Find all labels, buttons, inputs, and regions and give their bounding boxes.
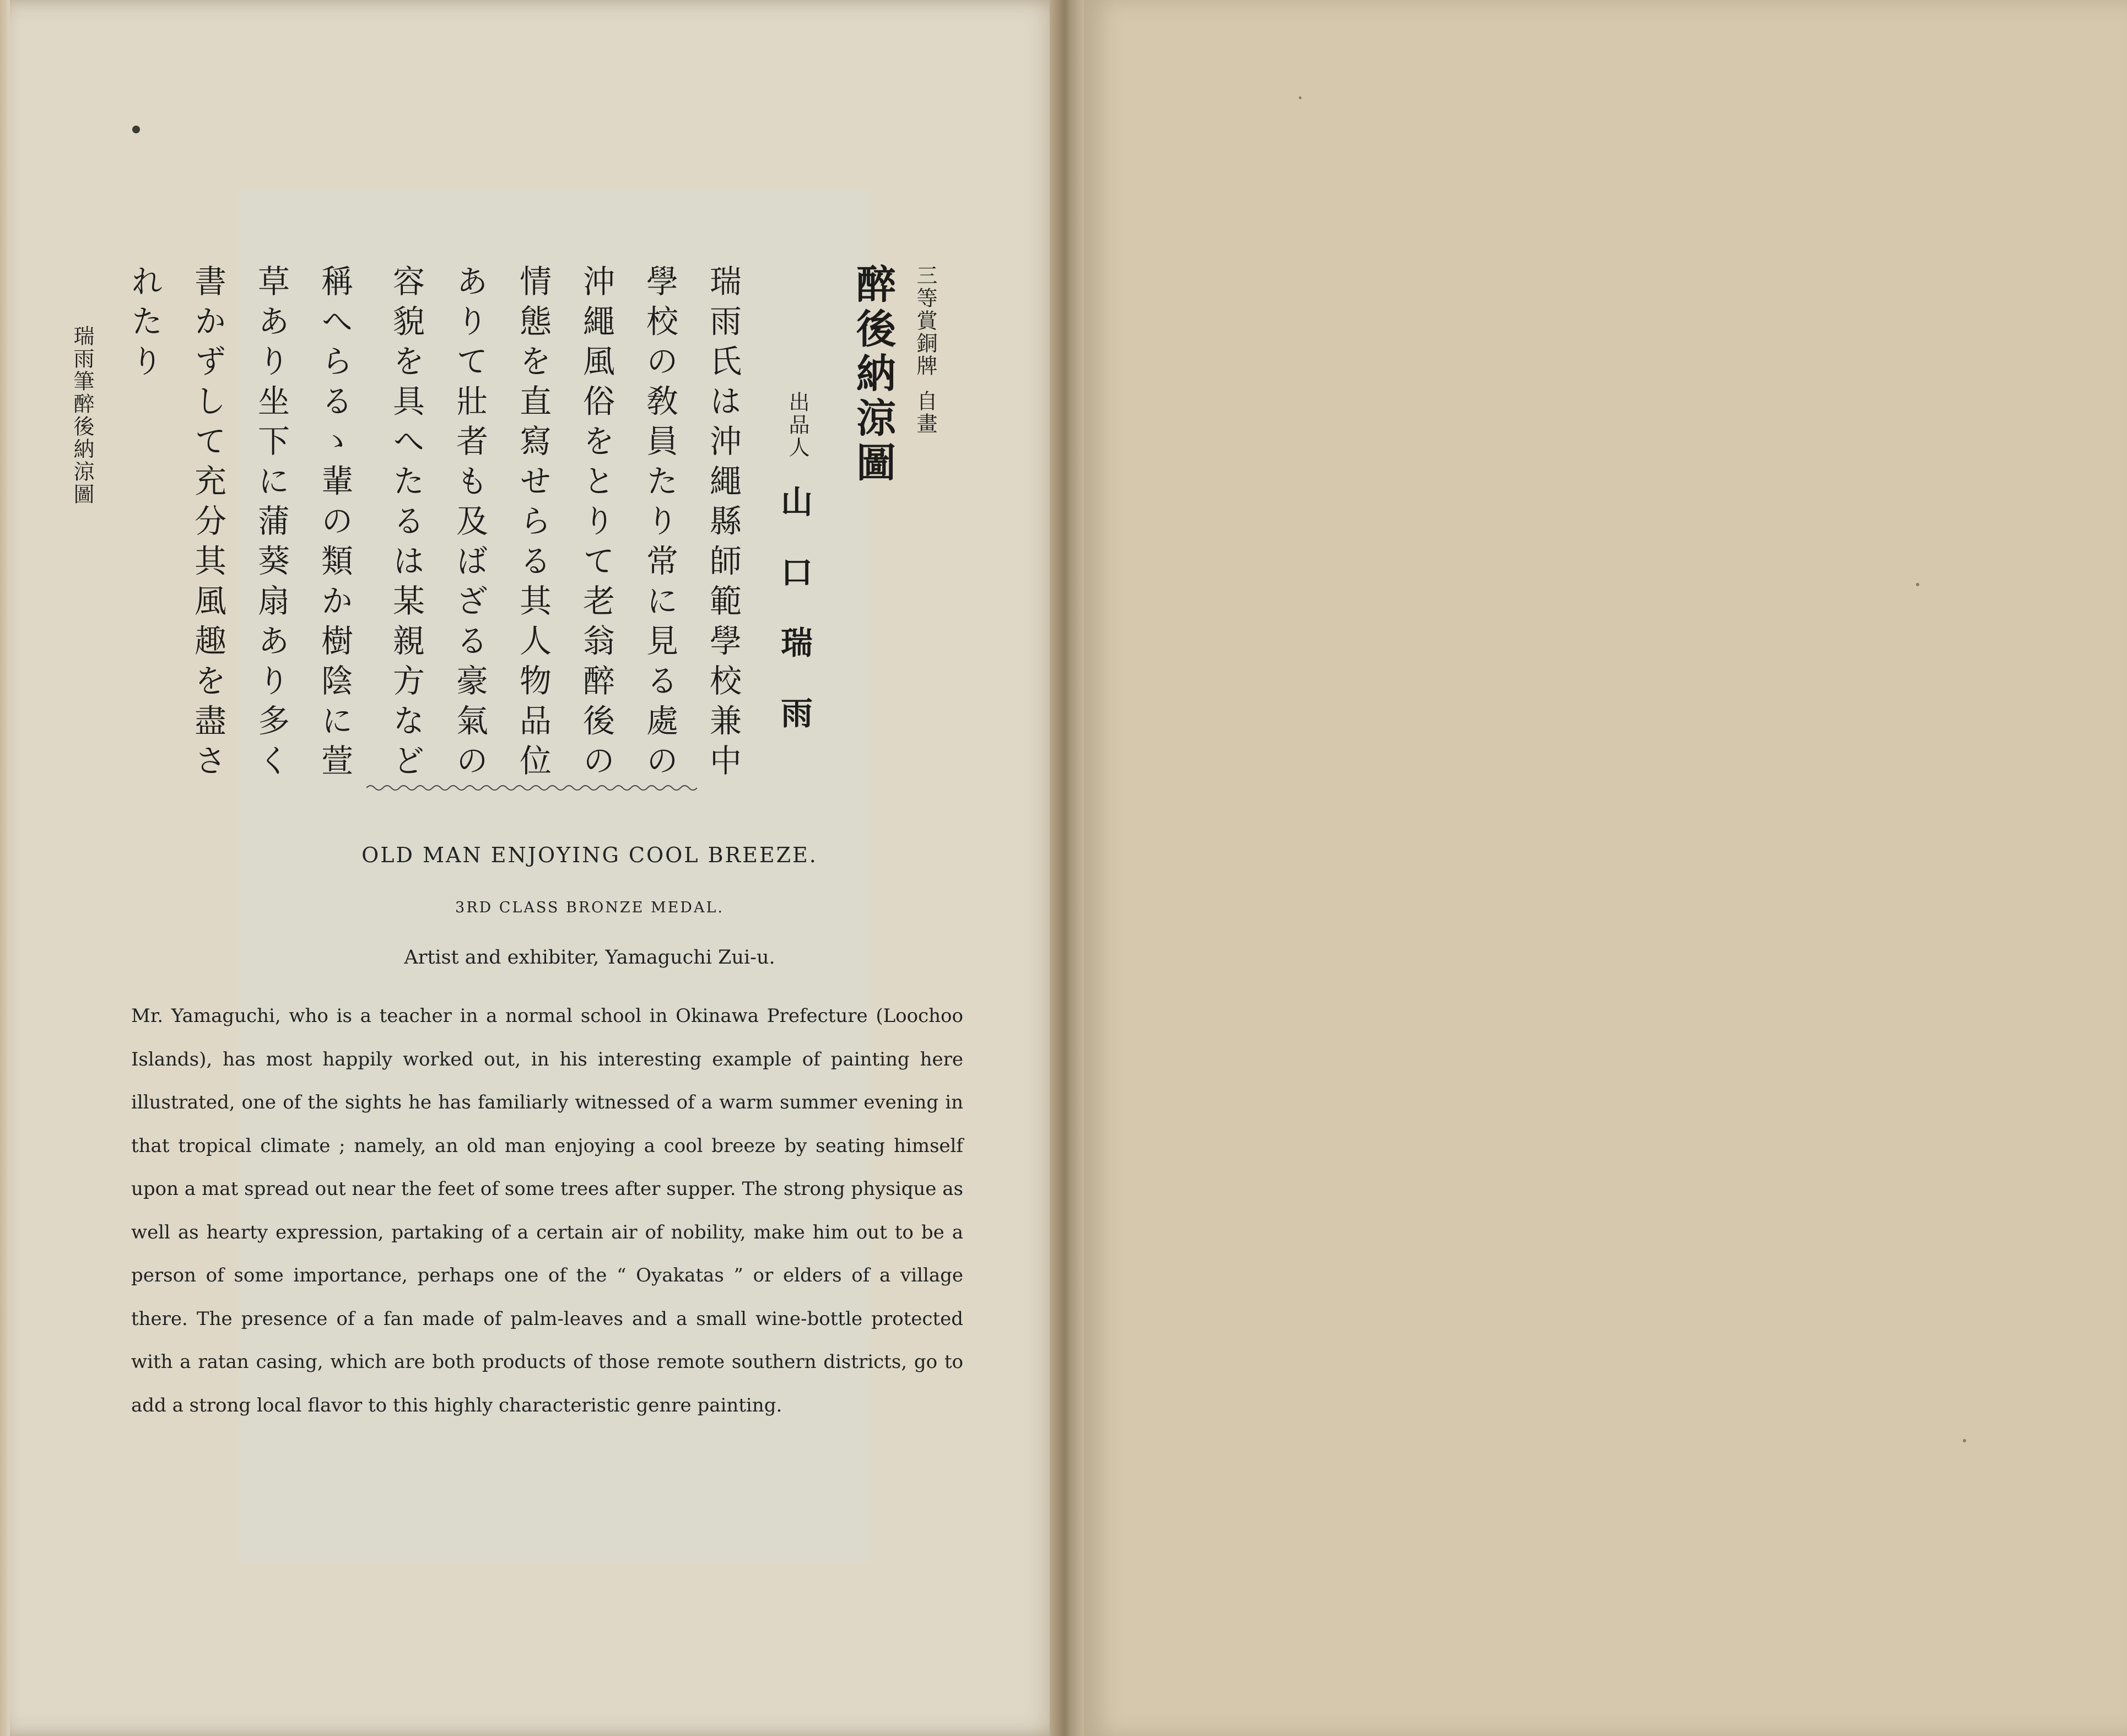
japanese-column: 稱へらるゝ輩の類か樹陰に萱 xyxy=(316,264,353,784)
japanese-column: 瑞雨氏は沖繩縣師範學校兼中 xyxy=(704,264,742,784)
japanese-column: ありて壯者も及ばざる豪氣の xyxy=(451,264,488,784)
wavy-divider xyxy=(366,782,697,793)
japanese-column: 草あり坐下に蒲葵扇あり多く xyxy=(252,264,290,784)
japanese-column: 學校の敎員たり常に見る處の xyxy=(641,264,678,784)
artist-line: Artist and exhibiter, Yamaguchi Zui-u. xyxy=(404,947,775,969)
page-edge xyxy=(0,0,10,1736)
medal-line: 3RD CLASS BRONZE MEDAL. xyxy=(455,899,724,916)
exhibitor-label: 出品人 xyxy=(785,391,809,459)
paper-speck xyxy=(1963,1439,1966,1442)
description-paragraph: Mr. Yamaguchi, who is a teacher in a normal school in Okinawa Prefecture (Loochoo Islands), has most happily worked out, in his interesting example of painting here illustrated, one of the sights he has familiarly witnessed of a warm summer evening in that tropical climate ; namely, an old man enjoying a cool breeze by seating himself upon a mat spread out near the feet of some trees after supper. The strong physique as well as hearty expression, partaking of a certain air of nobility, make him out to be a person of some importance, perhaps one of the “ Oyakatas ” or elders of a village there. The presence of a fan made of palm-leaves and a small wine-bottle protected with a ratan casing, which are both products of those remote southern districts, go to add a strong local flavor to this highly characteristic genre painting. xyxy=(131,1005,963,1416)
book-gutter xyxy=(1050,0,1084,1736)
japanese-title: 醉後納涼圖 xyxy=(850,263,897,486)
right-page-blank xyxy=(1084,0,2127,1736)
ink-spot xyxy=(132,126,140,133)
japanese-column: 情態を直寫せらる其人物品位 xyxy=(514,264,552,784)
english-title: OLD MAN ENJOYING COOL BREEZE. xyxy=(361,843,818,867)
paper-speck xyxy=(1916,583,1919,586)
paper-speck xyxy=(1299,96,1302,99)
plate-caption: 瑞雨筆醉後納涼圖 xyxy=(70,325,94,506)
japanese-column: 沖繩風俗をとりて老翁醉後の xyxy=(577,264,615,784)
self-label: 自畫 xyxy=(913,390,937,435)
japanese-column: れたり xyxy=(126,264,163,385)
japanese-column: 書かずして充分其風趣を盡さ xyxy=(189,264,226,784)
award-label: 三等賞銅牌 xyxy=(913,264,937,377)
japanese-column: 容貌を具へたるは某親方など xyxy=(387,264,425,784)
exhibitor-name: 山口瑞雨 xyxy=(775,485,813,767)
